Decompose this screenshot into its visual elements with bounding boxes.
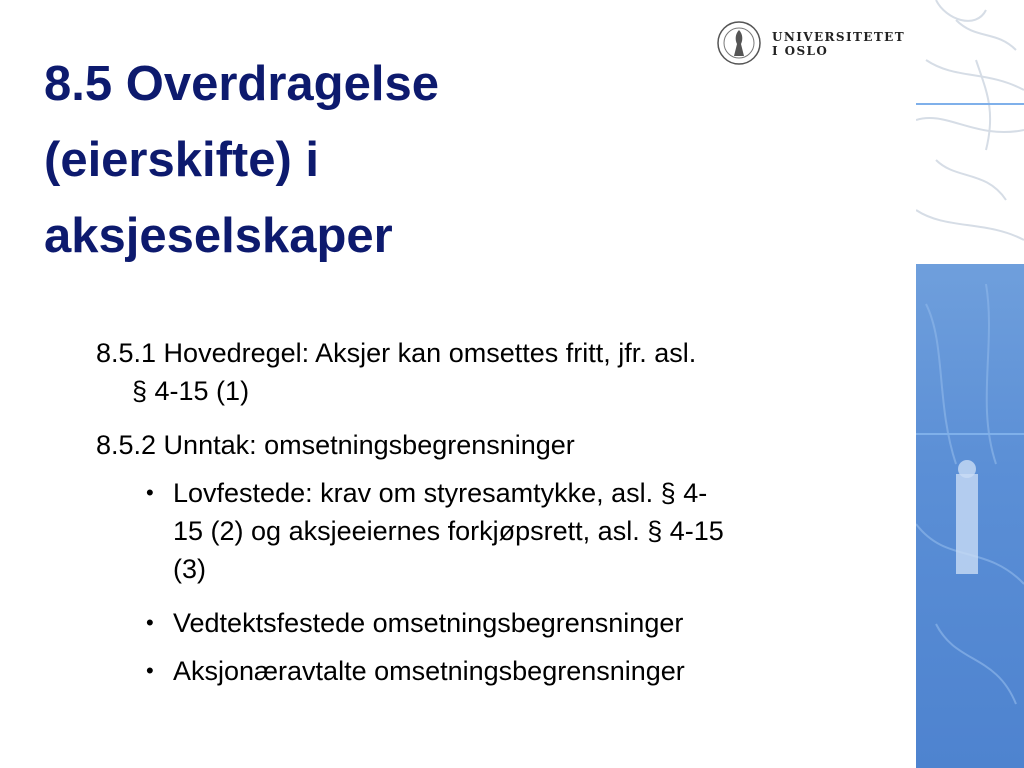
bullet-3-line1: Aksjonæravtalte omsetningsbegrensninger — [173, 656, 685, 686]
university-name-line2: I OSLO — [772, 44, 829, 58]
main-rule-line2: § 4-15 (1) — [132, 376, 250, 406]
bullet-1-line1: Lovfestede: krav om styresamtykke, asl. § 4- — [173, 478, 708, 508]
bullet-icon: • — [146, 610, 154, 635]
bullet-1-line3: (3) — [173, 554, 206, 584]
sculpture-outline-icon — [916, 0, 1024, 264]
title-line-1: 8.5 Overdragelse — [44, 57, 439, 111]
university-name — [772, 30, 905, 58]
decorative-strip — [916, 0, 1024, 768]
university-logo — [716, 18, 906, 70]
bullet-icon: • — [146, 658, 154, 683]
paragraph-exceptions: 8.5.2 Unntak: omsetningsbegrensninger — [96, 430, 575, 460]
bullet-2-line1: Vedtektsfestede omsetningsbegrensninger — [173, 608, 684, 638]
title-line-2: (eierskifte) i — [44, 133, 320, 187]
university-seal-icon — [716, 20, 762, 66]
paragraph-main-rule — [96, 334, 876, 410]
accent-line-2 — [916, 433, 1024, 435]
bullet-icon: • — [146, 480, 154, 505]
main-rule-line1: 8.5.1 Hovedregel: Aksjer kan omsettes fritt, jfr. asl. — [96, 338, 697, 368]
strip-blue-area — [916, 264, 1024, 768]
university-name-line1: UNIVERSITETET — [772, 30, 906, 44]
bullet-1-line2: 15 (2) og aksjeeiernes forkjøpsrett, asl. § 4-15 — [173, 516, 724, 546]
statue-silhouette-icon — [916, 264, 1024, 768]
accent-line-1 — [916, 103, 1024, 105]
strip-sculpture-area — [916, 0, 1024, 264]
slide-title — [44, 46, 684, 274]
title-line-3: aksjeselskaper — [44, 209, 393, 263]
